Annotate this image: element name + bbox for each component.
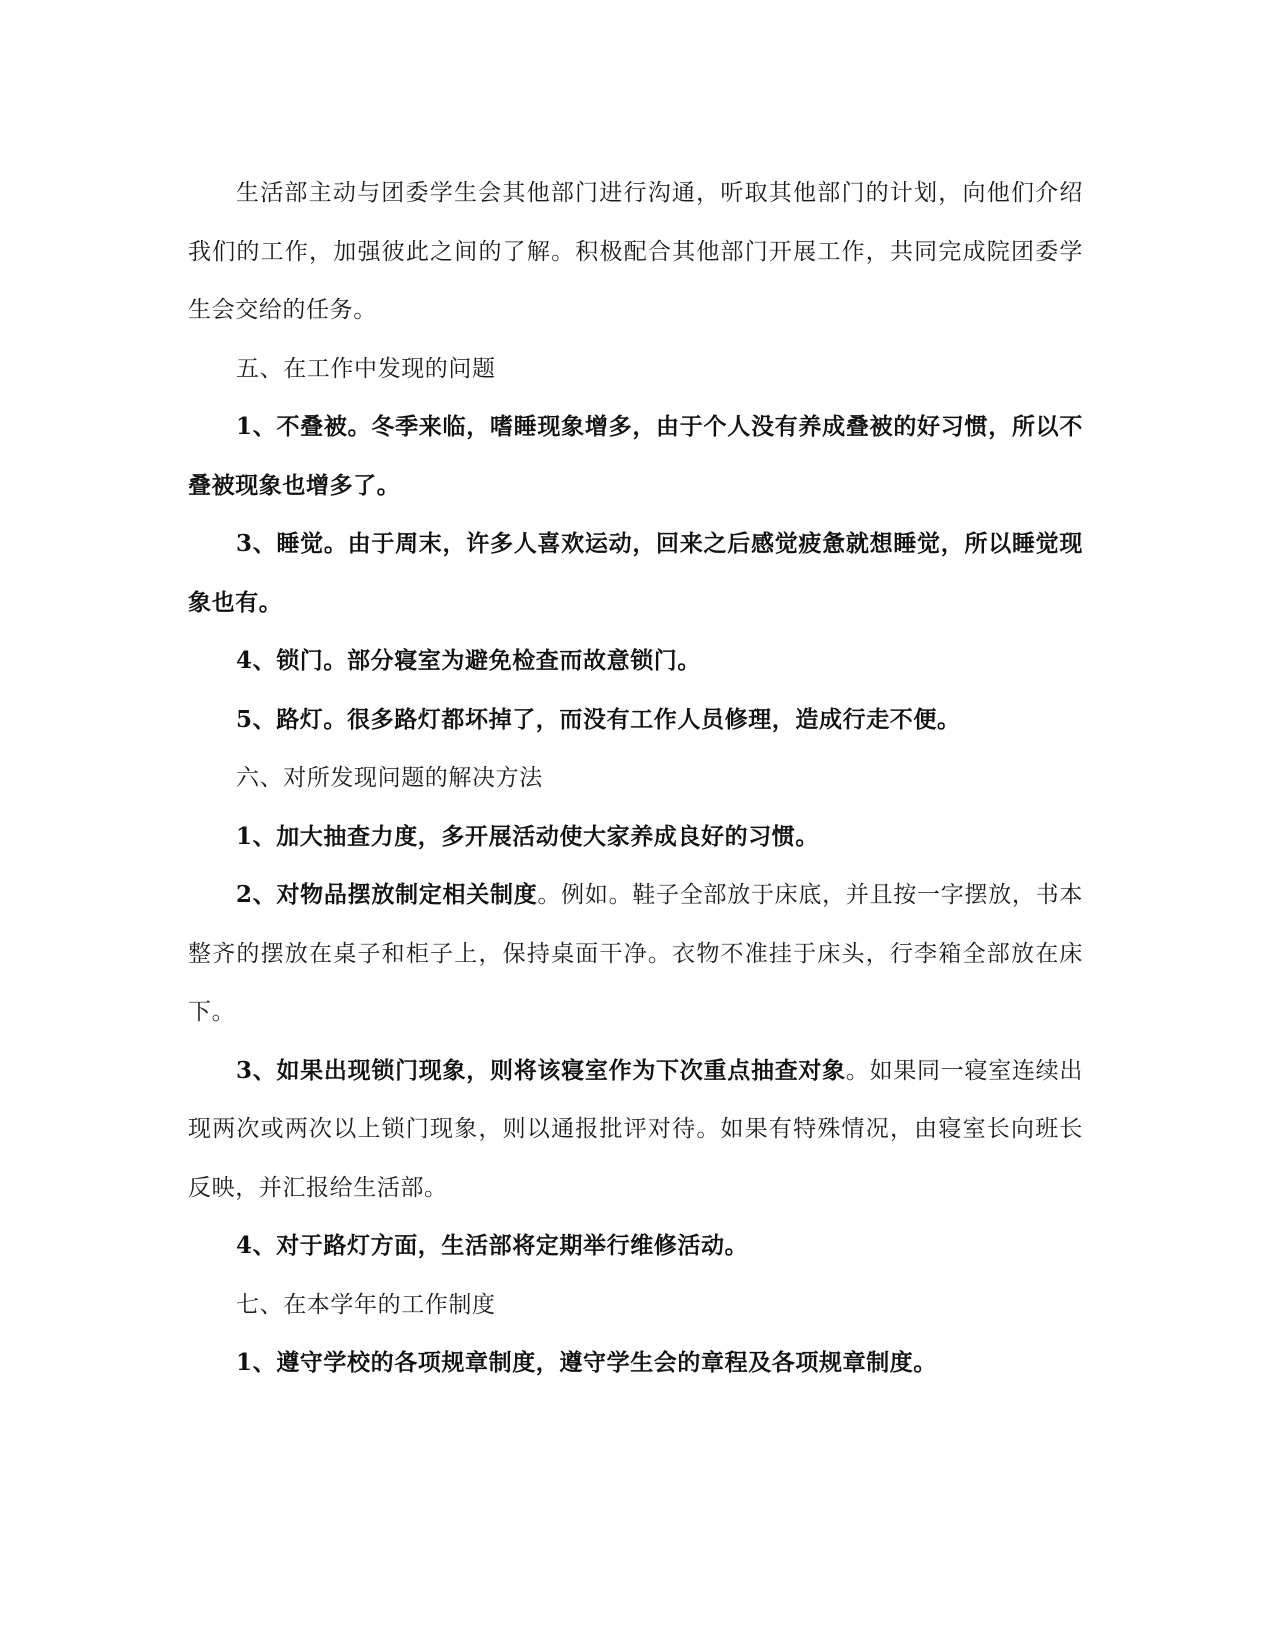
problem-item: [188, 515, 1083, 632]
solution-item: [188, 808, 1083, 867]
problem-item: [188, 398, 1083, 515]
document-body: [188, 164, 1083, 1393]
paragraph-text: 生活部主动与团委学生会其他部门进行沟通，听取其他部门的计划，向他们介绍我们的工作，加强彼此之间的了解。积极配合其他部门开展工作，共同完成院团委学生会交给的任务。: [188, 180, 1083, 323]
paragraph-lead: 1、不叠被。冬季来临，嗜睡现象增多，由于个人没有养成叠被的好习惯，所以不叠被现象也增多了。: [188, 413, 1083, 499]
paragraph-text: 。例如。鞋子全部放于床底，并且按一字摆放，书本整齐的摆放在桌子和柜子上，保持桌面干净。衣物不准挂于床头，行李箱全部放在床下。: [188, 882, 1083, 1025]
section-heading: [188, 1276, 1083, 1335]
paragraph-text: 七、在本学年的工作制度: [236, 1291, 496, 1318]
section-heading: [188, 340, 1083, 399]
rule-item: [188, 1334, 1083, 1393]
paragraph-lead: 4、对于路灯方面，生活部将定期举行维修活动。: [236, 1232, 749, 1259]
solution-item: [188, 866, 1083, 1042]
paragraph: [188, 164, 1083, 340]
paragraph-lead: 1、遵守学校的各项规章制度，遵守学生会的章程及各项规章制度。: [236, 1349, 938, 1376]
paragraph-lead: 3、睡觉。由于周末，许多人喜欢运动，回来之后感觉疲惫就想睡觉，所以睡觉现象也有。: [188, 530, 1083, 616]
paragraph-text: 。如果同一寝室连续出现两次或两次以上锁门现象，则以通报批评对待。如果有特殊情况，由寝室长向班长反映，并汇报给生活部。: [188, 1057, 1084, 1201]
section-heading: [188, 749, 1083, 808]
problem-item: [188, 691, 1083, 750]
paragraph-lead: 3、如果出现锁门现象，则将该寝室作为下次重点抽查对象: [236, 1056, 846, 1084]
solution-item: [188, 1217, 1083, 1276]
solution-item: [188, 1042, 1083, 1218]
paragraph-text: 六、对所发现问题的解决方法: [236, 765, 543, 791]
paragraph-lead: 5、路灯。很多路灯都坏掉了，而没有工作人员修理，造成行走不便。: [236, 705, 961, 733]
paragraph-lead: 2、对物品摆放制定相关制度: [236, 881, 538, 908]
paragraph-lead: 4、锁门。部分寝室为避免检查而故意锁门。: [236, 647, 702, 674]
problem-item: [188, 632, 1083, 691]
paragraph-lead: 1、加大抽查力度，多开展活动使大家养成良好的习惯。: [236, 822, 820, 850]
paragraph-text: 五、在工作中发现的问题: [236, 355, 496, 382]
